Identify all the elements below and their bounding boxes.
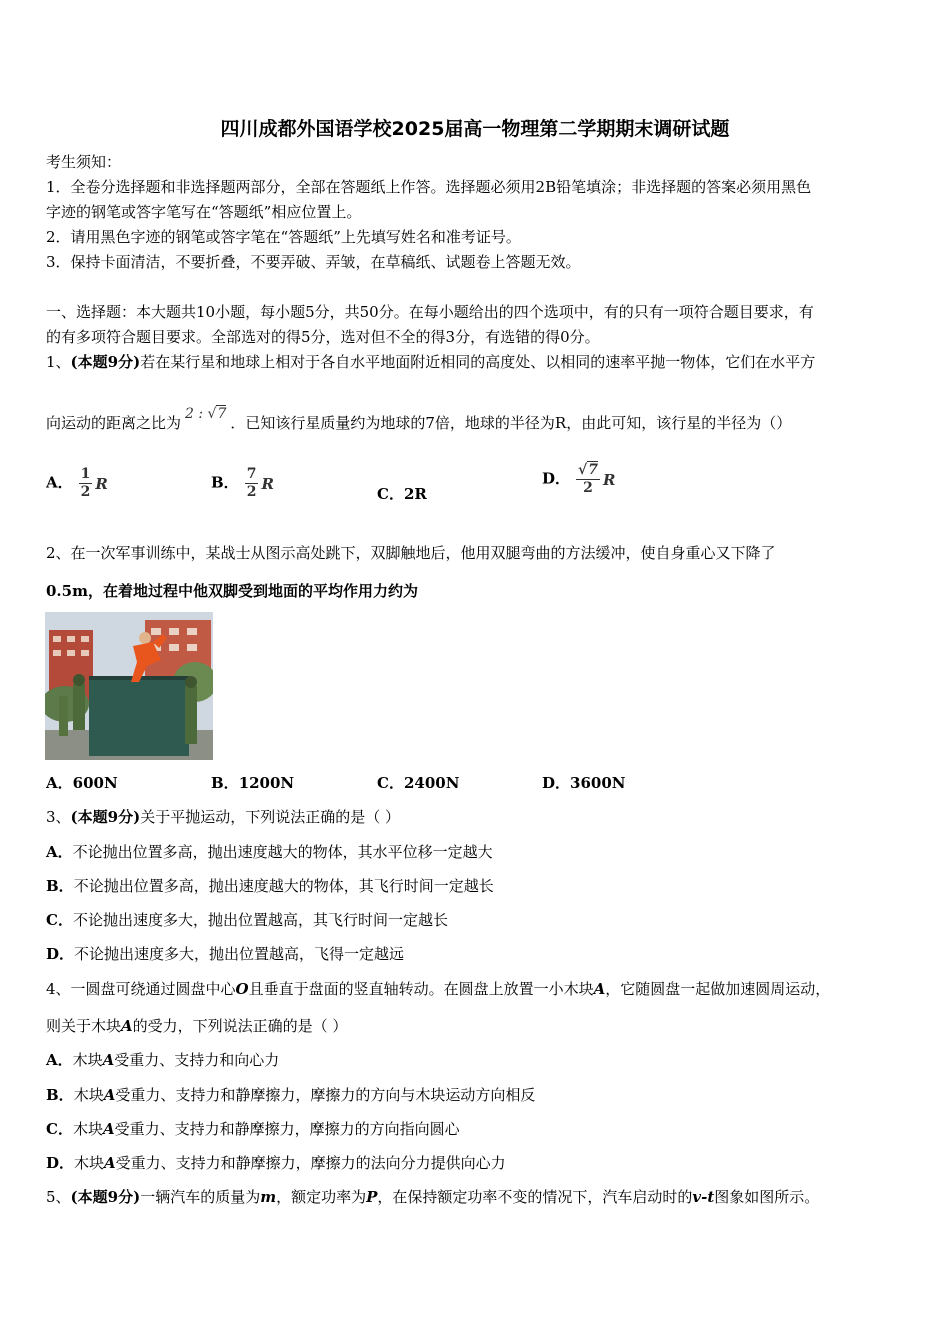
q3-text: 关于平抛运动，下列说法正确的是（ ） [140, 808, 400, 826]
q2-option-b-label: B． [211, 774, 239, 792]
q1-tag: (本题9分) [70, 353, 141, 371]
q1-option-c[interactable] [377, 484, 427, 504]
q5-text-2: ，额定功率为 [276, 1188, 367, 1206]
q2-option-a-text: 600N [72, 774, 118, 792]
notice-item-1a: 1．全卷分选择题和非选择题两部分，全部在答题纸上作答。选择题必须用2B铅笔填涂；非选择题的答案必须用黑色 [46, 178, 812, 196]
q1-option-d-root: 7 [588, 462, 598, 478]
q1-option-a-var: R [95, 474, 108, 493]
q4-option-a-text: 受重力、支持力和向心力 [114, 1051, 280, 1069]
q1-option-b-den: 2 [246, 484, 257, 500]
q3-option-d-text: 不论抛出速度多大，抛出位置越高，飞得一定越远 [74, 945, 405, 963]
q4-option-a-label: A． [46, 1051, 73, 1069]
q1-text-2b: ．已知该行星质量约为地球的7倍，地球的半径为R，由此可知，该行星的半径为（） [230, 414, 792, 432]
q1-ratio: 2 : √7 [185, 406, 227, 422]
q4-option-d-label: D． [46, 1154, 75, 1172]
q1-text-2a: 向运动的距离之比为 [46, 414, 182, 432]
q1-number: 1、 [46, 353, 71, 371]
q1-line-1 [46, 352, 815, 372]
q5-tag: (本题9分) [70, 1188, 141, 1206]
q3-option-a-text: 不论抛出位置多高，抛出速度越大的物体，其水平位移一定越大 [72, 843, 493, 861]
q4-option-b-label: B． [46, 1086, 74, 1104]
q1-text-1: 若在某行星和地球上相对于各自水平地面附近相同的高度处、以相同的速率平抛一物体，它们在水平方 [140, 353, 816, 371]
q4-option-c-text: 受重力、支持力和静摩擦力，摩擦力的方向指向圆心 [114, 1120, 460, 1138]
q2-option-d-text: 3600N [570, 774, 626, 792]
q3-option-c[interactable] [46, 910, 448, 930]
q4-option-a[interactable] [46, 1050, 279, 1070]
q5-text-3: ，在保持额定功率不变的情况下，汽车启动时的 [377, 1188, 693, 1206]
q1-option-a-num: 1 [80, 466, 91, 482]
q1-ratio-left: 2 : [185, 406, 204, 422]
q3-option-d-label: D． [46, 945, 75, 963]
q5-number: 5、 [46, 1188, 71, 1206]
q2-option-c-text: 2400N [403, 774, 460, 792]
q5-text-1: 一辆汽车的质量为 [140, 1188, 261, 1206]
q1-option-d-label: D． [542, 469, 571, 488]
q3-option-b-label: B． [46, 877, 74, 895]
q3-stem [46, 807, 400, 827]
q4-option-c-label: C． [46, 1120, 73, 1138]
q4-option-d-var: A [104, 1154, 116, 1172]
q5-var-m: m [260, 1188, 277, 1206]
q1-option-c-label: C． [377, 485, 404, 503]
q2-option-a-label: A． [46, 774, 73, 792]
q1-option-d[interactable] [542, 462, 615, 497]
notice-heading: 考生须知： [46, 153, 122, 171]
q2-option-c[interactable] [377, 773, 459, 793]
q4-option-c[interactable] [46, 1119, 460, 1139]
q1-option-a-den: 2 [80, 484, 91, 500]
q1-line-2 [46, 406, 792, 434]
q4-option-c-var: A [102, 1120, 115, 1138]
notice-item-2: 2．请用黑色字迹的钢笔或答字笔在“答题纸”上先填写姓名和准考证号。 [46, 228, 521, 246]
q2-option-c-label: C． [377, 774, 404, 792]
q4-var-a-2: A [121, 1017, 133, 1035]
q4-line-1 [46, 979, 830, 999]
q3-option-b-text: 不论抛出位置多高，抛出速度越大的物体，其飞行时间一定越长 [73, 877, 494, 895]
q4-option-b[interactable] [46, 1085, 535, 1105]
q1-option-d-fraction [576, 462, 600, 497]
section-line-1: 一、选择题：本大题共10小题，每小题5分，共50分。在每小题给出的四个选项中，有的只有一项符合题目要求，有 [46, 303, 814, 321]
section-line-2: 的有多项符合题目要求。全部选对的得5分，选对但不全的得3分，有选错的得0分。 [46, 328, 600, 346]
q4-option-c-pre: 木块 [72, 1120, 103, 1138]
q3-option-a-label: A． [46, 843, 73, 861]
q3-option-c-label: C． [46, 911, 73, 929]
q1-ratio-root: 7 [217, 406, 227, 422]
q4-var-a: A [593, 980, 606, 998]
q4-text-1b: 且垂直于盘面的竖直轴转动。在圆盘上放置一小木块 [248, 980, 594, 998]
q2-line-2: 0.5m，在着地过程中他双脚受到地面的平均作用力约为 [46, 582, 418, 600]
q1-option-b-num: 7 [246, 466, 257, 482]
q4-text-1c: ，它随圆盘一起做加速圆周运动， [605, 980, 831, 998]
q1-option-b-var: R [261, 474, 274, 493]
q1-option-b[interactable] [211, 466, 274, 501]
q1-option-d-num: √7 [578, 462, 598, 478]
q4-option-b-pre: 木块 [73, 1086, 104, 1104]
q1-option-b-label: B． [211, 473, 239, 492]
q5-text-4: 图象如图所示。 [714, 1188, 820, 1206]
notice-item-3: 3．保持卡面清洁，不要折叠，不要弄破、弄皱，在草稿纸、试题卷上答题无效。 [46, 253, 581, 271]
q2-option-a[interactable] [46, 773, 118, 793]
q4-option-a-var: A [102, 1051, 115, 1069]
q3-option-a[interactable] [46, 842, 493, 862]
q4-option-b-text: 受重力、支持力和静摩擦力，摩擦力的方向与木块运动方向相反 [115, 1086, 536, 1104]
q4-text-2b: 的受力，下列说法正确的是（ ） [132, 1017, 348, 1035]
q2-option-d-label: D． [542, 774, 571, 792]
q5-stem [46, 1187, 819, 1207]
q3-tag: (本题9分) [70, 808, 141, 826]
q3-option-b[interactable] [46, 876, 494, 896]
q2-option-b-text: 1200N [238, 774, 295, 792]
q1-option-a-fraction [79, 466, 93, 501]
q1-option-a[interactable] [46, 466, 108, 501]
q3-option-c-text: 不论抛出速度多大，抛出位置越高，其飞行时间一定越长 [72, 911, 448, 929]
notice-item-1b: 字迹的钢笔或答字笔写在“答题纸”相应位置上。 [46, 203, 362, 221]
q2-option-d[interactable] [542, 773, 625, 793]
q4-option-d[interactable] [46, 1153, 506, 1173]
q3-option-d[interactable] [46, 944, 404, 964]
q1-option-d-den: 2 [583, 480, 593, 496]
q1-option-d-var: R [602, 470, 616, 489]
training-photo-svg [45, 612, 213, 760]
q1-option-c-text: 2R [403, 485, 427, 503]
q1-option-a-label: A． [46, 473, 73, 492]
q2-option-b[interactable] [211, 773, 294, 793]
page-title: 四川成都外国语学校2025届高一物理第二学期期末调研试题 [220, 118, 730, 140]
q4-var-o: O [235, 980, 249, 998]
q1-option-b-fraction [245, 466, 259, 501]
q4-option-b-var: A [103, 1086, 116, 1104]
q4-text-2a: 则关于木块 [46, 1017, 122, 1035]
q4-option-a-pre: 木块 [72, 1051, 103, 1069]
q4-option-d-text: 受重力、支持力和静摩擦力，摩擦力的法向分力提供向心力 [115, 1154, 506, 1172]
q4-line-2 [46, 1016, 347, 1036]
q2-line-1: 2、在一次军事训练中，某战士从图示高处跳下，双脚触地后，他用双腿弯曲的方法缓冲，使自身重心又下降了 [46, 544, 776, 562]
q4-option-d-pre: 木块 [74, 1154, 105, 1172]
training-photo [45, 612, 213, 760]
q3-number: 3、 [46, 808, 71, 826]
q4-text-1a: 4、一圆盘可绕通过圆盘中心 [46, 980, 236, 998]
q5-var-p: P [366, 1188, 378, 1206]
q5-var-vt: v-t [692, 1188, 715, 1206]
